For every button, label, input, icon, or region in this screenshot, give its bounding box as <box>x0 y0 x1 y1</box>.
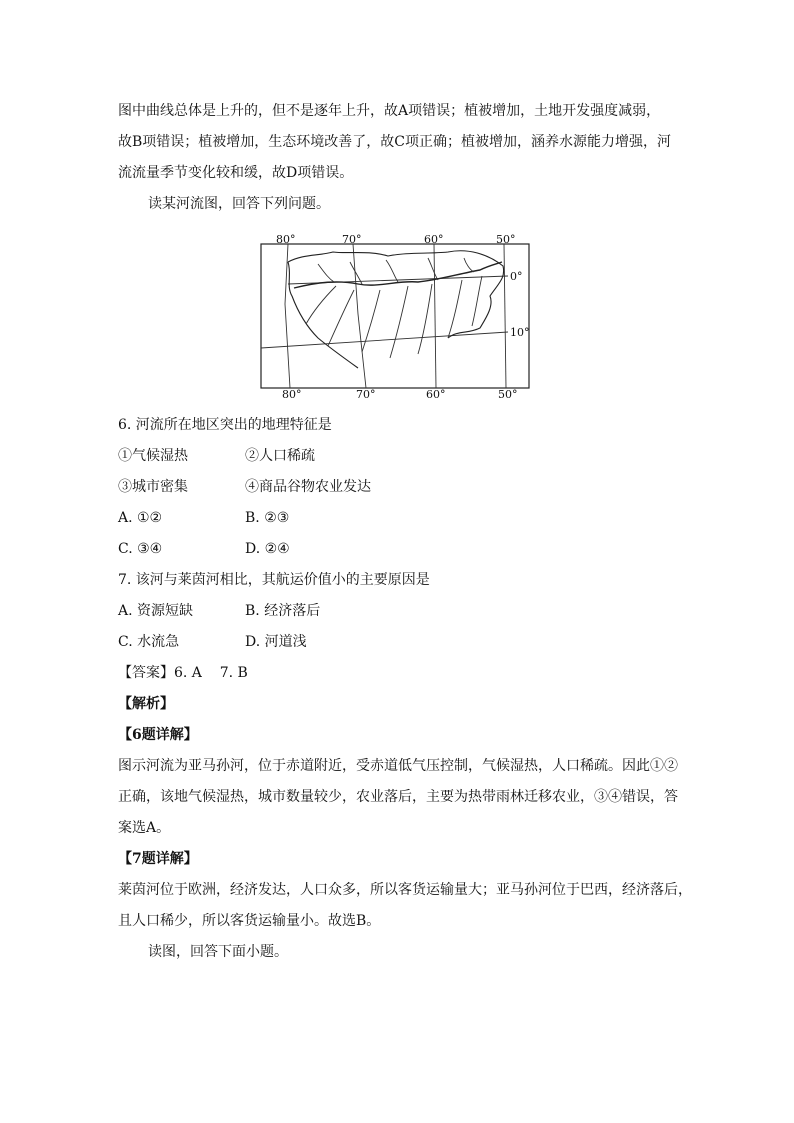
q6-item-4: ④商品谷物农业发达 <box>245 479 371 495</box>
q6-option-a: A. ①② <box>118 510 163 526</box>
tributary <box>472 276 482 326</box>
coastline <box>288 251 504 338</box>
q7-option-d: D. 河道浅 <box>245 634 307 650</box>
intro-line-2: 故B项错误；植被增加，生态环境改善了，故C项正确；植被增加，涵养水源能力增强，河 <box>118 134 671 150</box>
lon-label-top-80: 80° <box>276 234 296 246</box>
answer-line: 【答案】6. A 7. B <box>118 665 248 681</box>
lon-label-bottom-80: 80° <box>282 388 302 398</box>
tributary <box>428 258 438 280</box>
meridian-60 <box>434 244 436 388</box>
detail-7-line-2: 且人口稀少，所以客货运输量小。故选B。 <box>118 913 381 929</box>
detail-6-heading: 【6题详解】 <box>118 727 198 743</box>
question-7-stem: 7. 该河与莱茵河相比，其航运价值小的主要原因是 <box>118 572 430 588</box>
lon-label-top-70: 70° <box>342 234 362 246</box>
question-6-stem: 6. 河流所在地区突出的地理特征是 <box>118 417 332 433</box>
tributary <box>318 264 334 282</box>
detail-6-line-1: 图示河流为亚马孙河，位于赤道附近，受赤道低气压控制，气候湿热，人口稀疏。因此①② <box>118 758 678 774</box>
lon-label-bottom-60: 60° <box>426 388 446 398</box>
tributary <box>386 260 398 282</box>
reading-prompt-2: 读图，回答下面小题。 <box>148 944 288 960</box>
detail-6-line-3: 案选A。 <box>118 820 171 836</box>
q6-item-1: ①气候湿热 <box>118 448 188 464</box>
intro-line-3: 流流量季节变化较和缓，故D项错误。 <box>118 165 354 181</box>
q7-option-c: C. 水流急 <box>118 634 180 650</box>
lon-label-top-50: 50° <box>496 234 516 246</box>
river-map <box>258 234 534 398</box>
river-map-figure <box>258 234 534 398</box>
detail-7-line-1: 莱茵河位于欧洲，经济发达，人口众多，所以客货运输量大；亚马孙河位于巴西，经济落后， <box>118 882 692 898</box>
west-boundary <box>288 262 358 368</box>
tributary <box>418 284 432 354</box>
q6-option-b: B. ②③ <box>245 510 290 526</box>
lat-label-10: 10° <box>510 326 530 339</box>
q6-option-c: C. ③④ <box>118 541 163 557</box>
q7-option-b: B. 经济落后 <box>245 603 321 619</box>
lon-label-bottom-70: 70° <box>356 388 376 398</box>
q7-option-a: A. 资源短缺 <box>118 603 194 619</box>
analysis-label: 【解析】 <box>118 696 174 712</box>
tributary <box>362 290 380 352</box>
meridian-50 <box>504 244 506 388</box>
detail-6-line-2: 正确，该地气候湿热，城市数量较少，农业落后，主要为热带雨林迁移农业，③④错误，答 <box>118 789 678 805</box>
detail-7-heading: 【7题详解】 <box>118 851 198 867</box>
tributary <box>448 280 462 338</box>
q6-item-2: ②人口稀疏 <box>245 448 315 464</box>
main-river <box>294 262 502 288</box>
parallel-10s <box>261 332 508 348</box>
q6-option-d: D. ②④ <box>245 541 290 557</box>
lat-label-0: 0° <box>510 270 523 283</box>
tributary <box>390 286 408 358</box>
tributary <box>464 258 474 272</box>
q6-item-3: ③城市密集 <box>118 479 188 495</box>
reading-prompt: 读某河流图，回答下列问题。 <box>148 196 330 212</box>
lon-label-bottom-50: 50° <box>498 388 518 398</box>
intro-line-1: 图中曲线总体是上升的，但不是逐年上升，故A项错误；植被增加，土地开发强度减弱， <box>118 103 661 119</box>
tributary <box>328 290 354 346</box>
tributary <box>306 286 336 324</box>
lon-label-top-60: 60° <box>424 234 444 246</box>
